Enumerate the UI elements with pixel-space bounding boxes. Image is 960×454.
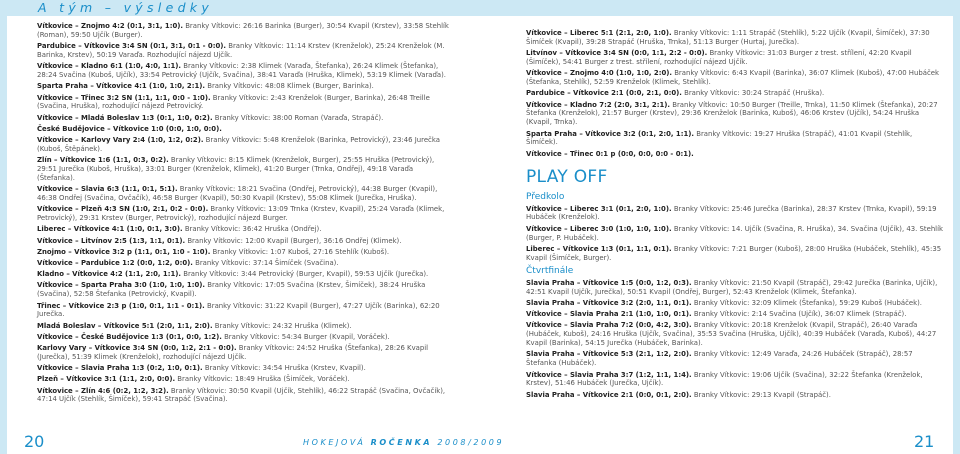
- match-score: Vítkovice – Kladno 6:1 (1:0, 4:0, 1:1).: [37, 62, 182, 71]
- regular-season-results: [526, 29, 945, 159]
- match-scorers: Branky Vítkovic: 30:50 Kvapil (Ujčík, Stehlík), 46:22 Strapáč (Svačina, Ovčačík), 47:14 Ujčík (Stehlík, Šimíček), 59:41 Strapáč (Svačina).: [37, 386, 446, 404]
- match-scorers: Branky Vítkovic: 32:09 Klimek (Štefanka), 59:29 Kuboš (Hubáček).: [691, 299, 922, 307]
- playoff-heading: PLAY OFF: [526, 166, 608, 187]
- match-scorers: Branky Vítkovic: 3:44 Petrovický (Burger, Kvapil), 59:53 Ujčík (Jurečka).: [181, 270, 429, 279]
- match-score: Litvínov – Vítkovice 3:4 SN (0:0, 1:1, 2:2 - 0:0).: [526, 49, 708, 58]
- match-scorers: Branky Vítkovic: 11:14 Krstev (Krenželok), 25:24 Krenželok (M. Barinka, Krstev), 50:19 Varaďa. Rozhodující nájezd Ujčík.: [37, 42, 445, 60]
- match-result: [37, 136, 450, 154]
- match-result: [526, 245, 945, 263]
- match-result: [37, 344, 450, 362]
- match-scorers: Branky Vítkovic: 30:24 Strapáč (Hruška).: [681, 89, 825, 98]
- match-scorers: Branky Vítkovic: 25:46 Jurečka (Barinka), 28:37 Krstev (Trnka, Kvapil), 59:19 Hubáček (Krenželok).: [526, 204, 937, 222]
- match-result: [37, 62, 450, 80]
- match-score: Vítkovice – Liberec 3:1 (0:1, 2:0, 1:0).: [526, 204, 672, 213]
- match-scorers: Branky Vítkovic: 8:15 Klimek (Krenželok, Burger), 25:55 Hruška (Petrovický), 29:51 Jurečka (Kuboš, Hruška), 33:01 Burger (Krenželok, Klimek), 41:20 Burger (Trnka, Ondřej), 49:18 Varaďa (Štefanka).: [37, 156, 435, 182]
- match-score: Slavia Praha – Vítkovice 5:3 (2:1, 1:2, 2:0).: [526, 350, 692, 359]
- match-scorers: Branky Vítkovic: 26:16 Barinka (Burger), 30:54 Kvapil (Krstev), 33:58 Stehlík (Roman), 59:50 Ujčík (Burger).: [37, 22, 449, 39]
- match-result: [37, 185, 450, 203]
- match-score: Vítkovice – Slavia Praha 7:2 (0:0, 4:2, 3:0).: [526, 321, 692, 330]
- match-result: [37, 270, 450, 279]
- match-score: Vítkovice – Kladno 7:2 (2:0, 3:1, 2:1).: [526, 100, 671, 109]
- match-scorers: Branky Vítkovic: 2:14 Svačina (Ujčík), 36:07 Klimek (Strapáč).: [691, 310, 907, 319]
- match-scorers: Branky Vítkovic: 5:48 Krenželok (Barinka, Petrovický), 23:46 Jurečka (Kuboš, Štěpánek).: [37, 136, 440, 153]
- match-scorers: Branky Vítkovic: 34:54 Hruška (Krstev, Kvapil).: [202, 364, 366, 373]
- match-result: [37, 82, 450, 91]
- match-result: [526, 310, 945, 319]
- match-scorers: Branky Vítkovic: 6:43 Kvapil (Barinka), 36:07 Klimek (Kuboš), 47:00 Hubáček (Štefanka, Stehlík), 52:59 Krenželok (Klimek, Stehlík).: [526, 69, 939, 87]
- match-score: Vítkovice – Slavia Praha 2:1 (1:0, 1:0, 0:1).: [526, 310, 692, 319]
- match-score: Zlín – Vítkovice 1:6 (1:1, 0:3, 0:2).: [37, 156, 169, 165]
- match-result: [37, 42, 450, 60]
- match-score: Vítkovice – Znojmo 4:0 (1:0, 1:0, 2:0).: [526, 69, 673, 78]
- match-result: [37, 22, 450, 40]
- match-score: Vítkovice – Slavia Praha 3:7 (1:2, 1:1, 1:4).: [526, 370, 692, 379]
- match-scorers: Branky Vítkovic: 36:42 Hruška (Ondřej).: [182, 225, 322, 234]
- match-score: Vítkovice – Karlovy Vary 2:4 (1:0, 1:2, 0:2).: [37, 136, 204, 145]
- match-score: Vítkovice – Zlín 4:6 (0:2, 1:2, 3:2).: [37, 386, 169, 395]
- match-score: Vítkovice – Třinec 3:2 SN (1:1, 1:1, 0:0 - 1:0).: [37, 93, 211, 102]
- match-result: [37, 114, 450, 123]
- left-column: [37, 22, 450, 407]
- ctvrtfinale-results: [526, 279, 945, 400]
- footer-bold: ROČENKA: [370, 438, 433, 447]
- predkolo-heading: Předkolo: [526, 191, 565, 202]
- ctvrtfinale-heading: Čtvrtfinále: [526, 265, 574, 276]
- match-scorers: Branky Vítkovic: 12:49 Varaďa, 24:26 Hubáček (Strapáč), 28:57 Štefanka (Hubáček).: [526, 350, 913, 368]
- match-result: [526, 89, 945, 98]
- match-score: Vítkovice – Třinec 0:1 p (0:0, 0:0, 0:0 - 0:1).: [526, 149, 694, 158]
- match-scorers: Branky Vítkovic: 10:50 Burger (Treille, Trnka), 11:50 Klimek (Štefanka), 20:27 Štefanka (Krenželok), 21:57 Burger (Krstev), 29:36 Krenželok (Barinka, Kuboš), 46:06 Krstev (Ujčík), 54:24 Hruška (Kvapil, Trnka).: [526, 100, 938, 127]
- left-margin-band: [0, 16, 7, 454]
- match-scorers: Branky Vítkovic: 48:08 Klimek (Burger, Barinka).: [205, 82, 374, 91]
- match-scorers: Branky Vítkovic: 24:52 Hruška (Štefanka), 28:26 Kvapil (Jurečka), 51:39 Klimek (Krenželok), rozhodující nájezd Ujčík.: [37, 344, 429, 361]
- page-footer: [0, 432, 960, 454]
- match-scorers: Branky Vítkovic: 7:21 Burger (Kuboš), 28:00 Hruška (Hubáček, Stehlík), 45:35 Kvapil (Šimíček, Burger).: [526, 244, 942, 262]
- match-score: Mladá Boleslav – Vítkovice 5:1 (2:0, 1:1, 2:0).: [37, 321, 213, 330]
- match-scorers: Branky Vítkovic: 1:11 Strapáč (Stehlík), 5:22 Ujčík (Kvapil, Šimíček), 37:30 Šimíček (Kvapil), 39:28 Strapáč (Hruška, Trnka), 51:13 Burger (Hurtaj, Jurečka).: [526, 29, 930, 46]
- match-score: Vítkovice – Mladá Boleslav 1:3 (0:1, 1:0, 0:2).: [37, 113, 213, 122]
- match-result: [526, 279, 945, 297]
- match-score: Vítkovice – Litvínov 2:5 (1:3, 1:1, 0:1).: [37, 236, 186, 245]
- match-result: [526, 101, 945, 128]
- match-score: Třinec – Vítkovice 2:3 p (1:0, 0:1, 1:1 - 0:1).: [37, 301, 205, 310]
- match-scorers: Branky Vítkovic: 14. Ujčík (Svačina, R. Hruška), 34. Svačina (Ujčík), 43. Stehlík (Burger, P. Hubáček).: [526, 224, 944, 242]
- match-score: Vítkovice – Slavia Praha 1:3 (0:2, 1:0, 0:1).: [37, 364, 203, 373]
- match-score: Plzeň – Vítkovice 3:1 (1:1, 2:0, 0:0).: [37, 375, 176, 384]
- footer-post: 2008/2009: [432, 438, 505, 447]
- match-score: Kladno – Vítkovice 4:2 (1:1, 2:0, 1:1).: [37, 270, 182, 279]
- match-score: Sparta Praha – Vítkovice 3:2 (0:1, 2:0, 1:1).: [526, 129, 695, 138]
- match-scorers: Branky Vítkovic: 29:13 Kvapil (Strapáč).: [691, 390, 831, 399]
- match-result: [526, 225, 945, 243]
- match-result: [526, 205, 945, 223]
- page-number-left: 20: [24, 432, 45, 451]
- match-scorers: Branky Vítkovic: 54:34 Burger (Kvapil, Voráček).: [221, 332, 390, 341]
- match-score: Pardubice – Vítkovice 3:4 SN (0:1, 3:1, 0:1 - 0:0).: [37, 42, 227, 51]
- match-result: [526, 150, 945, 159]
- match-score: Karlovy Vary – Vítkovice 3:4 SN (0:0, 1:2, 2:1 - 0:0).: [37, 344, 237, 353]
- footer-pre: HOKEJOVÁ: [303, 438, 371, 447]
- match-scorers: Branky Vítkovic: 13:09 Trnka (Krstev, Kvapil), 25:24 Varaďa (Klimek, Petrovický), 29:31 Krstev (Burger, Petrovický), rozhodující nájezd Burger.: [37, 205, 445, 223]
- footer-publication: [303, 438, 504, 447]
- match-score: Vítkovice – Liberec 5:1 (2:1, 2:0, 1:0).: [526, 29, 672, 37]
- match-score: Liberec – Vítkovice 1:3 (0:1, 1:1, 0:1).: [526, 244, 672, 253]
- match-result: [37, 156, 450, 183]
- match-result: [37, 387, 450, 405]
- match-scorers: Branky Vítkovic: 2:43 Krenželok (Burger, Barinka), 26:48 Treille (Svačina, Hruška), rozhodující nájezd Petrovický.: [37, 93, 430, 111]
- match-scorers: Branky Vítkovic: 18:21 Svačina (Ondřej, Petrovický), 44:38 Burger (Kvapil), 46:38 Ondřej (Svačina, Ovčačík), 46:58 Burger (Kvapil), 50:30 Kvapil (Krstev), 55:08 Klimek (Jurečka, Hruška).: [37, 185, 438, 203]
- right-column: [526, 29, 945, 402]
- match-result: [37, 364, 450, 373]
- match-result: [526, 69, 945, 87]
- match-scorers: Branky Vítkovic: 24:32 Hruška (Klimek).: [212, 321, 352, 330]
- match-score: Vítkovice – Sparta Praha 3:0 (1:0, 1:0, 1:0).: [37, 281, 206, 290]
- match-result: [37, 322, 450, 331]
- match-result: [37, 248, 450, 257]
- match-scorers: Branky Vítkovic: 31:03 Burger z trest. střílení, 42:20 Kvapil (Šimíček), 54:41 Burger z trest. střílení, rozhodující nájezd Ujčík.: [526, 49, 912, 67]
- match-score: Vítkovice – České Budějovice 1:3 (0:1, 0:0, 1:2).: [37, 332, 222, 341]
- match-score: Vítkovice – Pardubice 1:2 (0:0, 1:2, 0:0).: [37, 259, 193, 267]
- right-margin-band: [953, 16, 960, 454]
- match-scorers: Branky Vítkovic: 18:49 Hruška (Šimíček, Voráček).: [175, 375, 350, 384]
- page-number-right: 21: [914, 432, 935, 451]
- match-result: [526, 321, 945, 348]
- match-result: [37, 375, 450, 384]
- match-scorers: Branky Vítkovic: 20:18 Krenželok (Kvapil, Strapáč), 26:40 Varaďa (Hubáček, Kuboš), 24:16 Hruška (Ujčík, Svačina), 35:53 Svačina (Hruška, Ujčík), 40:39 Hubáček (Varaďa, Kuboš), 44:27 Kvapil (Barinka), 54:15 Jurečka (Hubáček, Barinka).: [526, 321, 937, 348]
- match-result: [526, 49, 945, 67]
- match-scorers: Branky Vítkovic: 17:05 Svačina (Krstev, Šimíček), 38:24 Hruška (Svačina), 52:58 Štefanka (Petrovický, Kvapil).: [37, 281, 426, 299]
- match-score: Slavia Praha – Vítkovice 1:5 (0:0, 1:2, 0:3).: [526, 278, 692, 287]
- match-score: České Budějovice – Vítkovice 1:0 (0:0, 1:0, 0:0).: [37, 124, 222, 133]
- match-score: Znojmo – Vítkovice 3:2 p (1:1, 0:1, 1:0 - 1:0).: [37, 247, 211, 256]
- match-score: Vítkovice – Liberec 3:0 (1:0, 1:0, 1:0).: [526, 224, 672, 233]
- match-scorers: Branky Vítkovic: 12:00 Kvapil (Burger), 36:16 Ondřej (Klimek).: [185, 236, 402, 245]
- match-scorers: Branky Vítkovic: 37:14 Šimíček (Svačina).: [192, 259, 339, 267]
- match-score: Vítkovice – Slavia 6:3 (1:1, 0:1, 5:1).: [37, 185, 178, 194]
- match-result: [526, 130, 945, 148]
- match-result: [526, 299, 945, 308]
- match-result: [37, 281, 450, 299]
- match-score: Sparta Praha – Vítkovice 4:1 (1:0, 1:0, 2:1).: [37, 82, 206, 91]
- match-result: [37, 259, 450, 268]
- match-result: [37, 333, 450, 342]
- match-scorers: Branky Vítkovic: 2:38 Klimek (Varaďa, Štefanka), 26:24 Klimek (Štefanka), 28:24 Svačina (Kuboš, Ujčík), 33:54 Petrovický (Ujčík, Svačina), 38:41 Varaďa (Hruška, Klimek), 53:19 Klimek (Varaďa).: [37, 62, 446, 80]
- match-result: [526, 391, 945, 400]
- match-scorers: Branky Vítkovic: 21:50 Kvapil (Strapáč), 29:42 Jurečka (Barinka, Ujčík), 42:51 Kvapil (Ujčík, Jurečka), 50:51 Kvapil (Ondřej, Burger), 52:43 Krenželok (Klimek, Štefanka).: [526, 278, 938, 296]
- match-result: [526, 350, 945, 368]
- match-score: Slavia Praha – Vítkovice 3:2 (2:0, 1:1, 0:1).: [526, 299, 692, 307]
- match-result: [37, 225, 450, 234]
- predkolo-results: [526, 205, 945, 263]
- match-result: [526, 29, 945, 47]
- match-score: Slavia Praha – Vítkovice 2:1 (0:0, 0:1, 2:0).: [526, 390, 692, 399]
- match-result: [526, 371, 945, 389]
- match-result: [37, 125, 450, 134]
- match-score: Pardubice – Vítkovice 2:1 (0:0, 2:1, 0:0).: [526, 89, 682, 98]
- match-score: Vítkovice – Plzeň 4:3 SN (1:0, 2:1, 0:2 - 0:0).: [37, 205, 209, 214]
- page-title: A tým – výsledky: [38, 0, 214, 15]
- match-result: [37, 94, 450, 112]
- match-scorers: Branky Vítkovic: 38:00 Roman (Varaďa, Strapáč).: [212, 113, 384, 122]
- match-scorers: Branky Vítkovic: 1:07 Kuboš, 27:16 Stehlík (Kuboš).: [210, 247, 390, 256]
- match-result: [37, 205, 450, 223]
- match-score: Liberec – Vítkovice 4:1 (1:0, 0:1, 3:0).: [37, 225, 183, 234]
- match-result: [37, 302, 450, 320]
- match-score: Vítkovice – Znojmo 4:2 (0:1, 3:1, 1:0).: [37, 22, 184, 30]
- match-scorers: Branky Vítkovic: 19:06 Ujčík (Svačina), 32:22 Štefanka (Krenželok, Krstev), 51:46 Hubáček (Jurečka, Ujčík).: [526, 370, 923, 388]
- match-scorers: Branky Vítkovic: 31:22 Kvapil (Burger), 47:27 Ujčík (Barinka), 62:20 Jurečka.: [37, 301, 440, 319]
- header-band: [0, 0, 960, 16]
- match-result: [37, 237, 450, 246]
- match-scorers: Branky Vítkovic: 19:27 Hruška (Strapáč), 41:01 Kvapil (Stehlík, Šimíček).: [526, 129, 913, 147]
